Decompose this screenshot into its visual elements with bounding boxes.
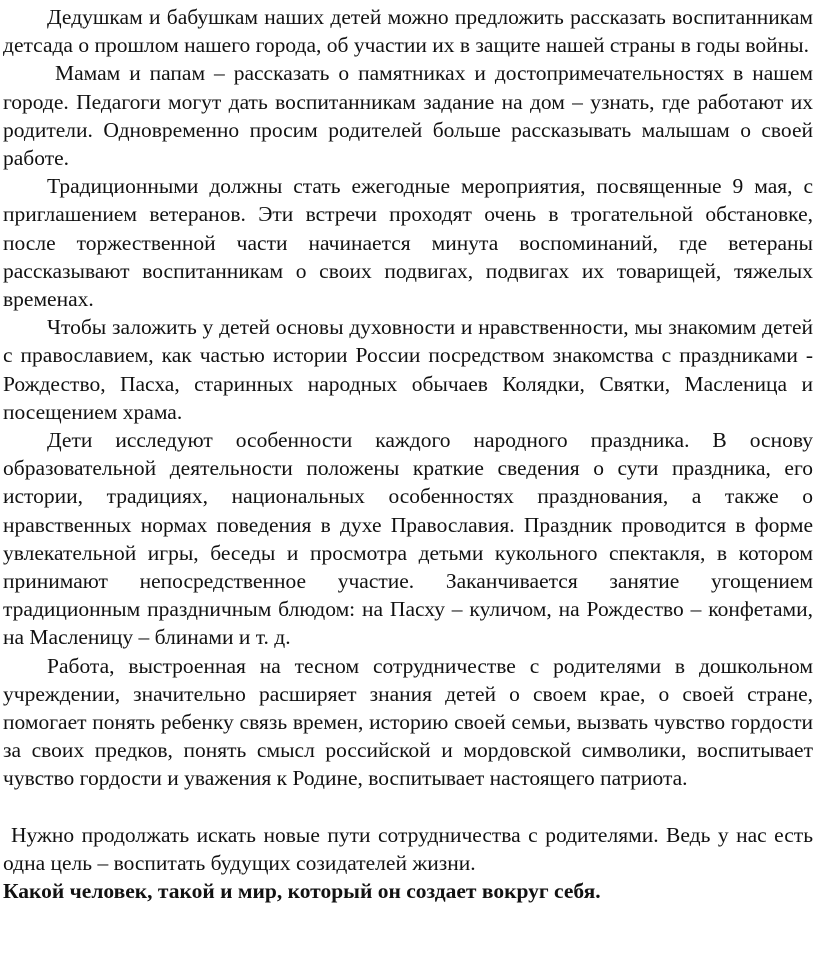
paragraph-cooperation: Работа, выстроенная на тесном сотрудничестве с родителями в дошкольном учреждении, значительно расширяет знания детей о своем крае, о своей стране, помогает понять ребенку связь времен, историю своей семьи, вызвать чувство гордости за своих предков, понять смысл российской и мордовской символики, воспитывает чувство гордости и уважения к Родине, воспитывает настоящего патриота.	[3, 653, 813, 791]
motto-bold-line: Какой человек, такой и мир, который он создает вокруг себя.	[3, 879, 601, 904]
document-page	[3, 3, 813, 905]
paragraph-holidays: Дети исследуют особенности каждого народного праздника. В основу образовательной деятельности положены краткие сведения о сути праздника, его истории, традициях, национальных особенностях празднования, а также о нравственных нормах поведения в духе Православия. Праздник проводится в форме увлекательной игры, беседы и просмотра детьми кукольного спектакля, в котором принимают непосредственное участие. Заканчивается занятие угощением традиционным праздничным блюдом: на Пасху – куличом, на Рождество – конфетами, на Масленицу – блинами и т. д.	[3, 428, 813, 650]
paragraph-spacer	[3, 793, 813, 821]
paragraph-orthodoxy: Чтобы заложить у детей основы духовности и нравственности, мы знакомим детей с православием, как частью истории России посредством знакомства с праздниками - Рождество, Пасха, старинных народных обычаев Колядки, Святки, Масленица и посещением храма.	[3, 315, 813, 424]
paragraph-closing: Нужно продолжать искать новые пути сотрудничества с родителями. Ведь у нас есть одна цель – воспитать будущих созидателей жизни.	[3, 822, 813, 875]
paragraph-parents: Мамам и папам – рассказать о памятниках и достопримечательностях в нашем городе. Педагоги могут дать воспитанникам задание на дом – узнать, где работают их родители. Одновременно просим родителей больше рассказывать малышам о своей работе.	[3, 61, 813, 171]
paragraph-victory-day: Традиционными должны стать ежегодные мероприятия, посвященные 9 мая, с приглашением ветеранов. Эти встречи проходят очень в трогательной обстановке, после торжественной части начинается минута воспоминаний, где ветераны рассказывают воспитанникам о своих подвигах, подвигах их товарищей, тяжелых временах.	[3, 174, 813, 312]
paragraph-grandparents: Дедушкам и бабушкам наших детей можно предложить рассказать воспитанникам детсада о прошлом нашего города, об участии их в защите нашей страны в годы войны.	[3, 5, 813, 58]
